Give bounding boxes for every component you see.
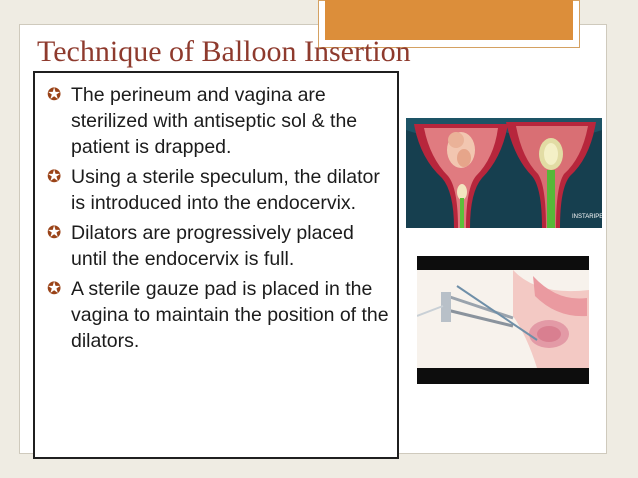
bullet-item bbox=[47, 164, 391, 216]
hollow-diamond-bullet-icon: ✪ bbox=[47, 167, 62, 186]
hollow-diamond-bullet-icon: ✪ bbox=[47, 223, 62, 242]
bullet-text: Using a sterile speculum, the dilator is introduced into the endocervix. bbox=[71, 166, 380, 214]
speculum-illustration-image bbox=[417, 256, 589, 384]
bullet-item bbox=[47, 220, 391, 272]
hollow-diamond-bullet-icon: ✪ bbox=[47, 85, 62, 104]
figure-caption: INSTARIPE bbox=[572, 214, 602, 220]
bullet-text-box bbox=[33, 71, 399, 459]
speculum-illustration-svg bbox=[417, 256, 589, 384]
bullet-item bbox=[47, 82, 391, 160]
bullet-item bbox=[47, 276, 391, 354]
bullet-text: The perineum and vagina are sterilized with antiseptic sol & the patient is drapped. bbox=[71, 84, 358, 158]
bullet-text: Dilators are progressively placed until the endocervix is full. bbox=[71, 222, 354, 270]
slide-title: Technique of Balloon Insertion bbox=[37, 35, 411, 68]
bullet-text: A sterile gauze pad is placed in the vagina to maintain the position of the dilators. bbox=[71, 278, 389, 352]
hollow-diamond-bullet-icon: ✪ bbox=[47, 279, 62, 298]
dilator-illustration-image bbox=[406, 118, 602, 228]
bullet-list bbox=[47, 82, 391, 354]
dilator-illustration-svg bbox=[406, 118, 602, 228]
